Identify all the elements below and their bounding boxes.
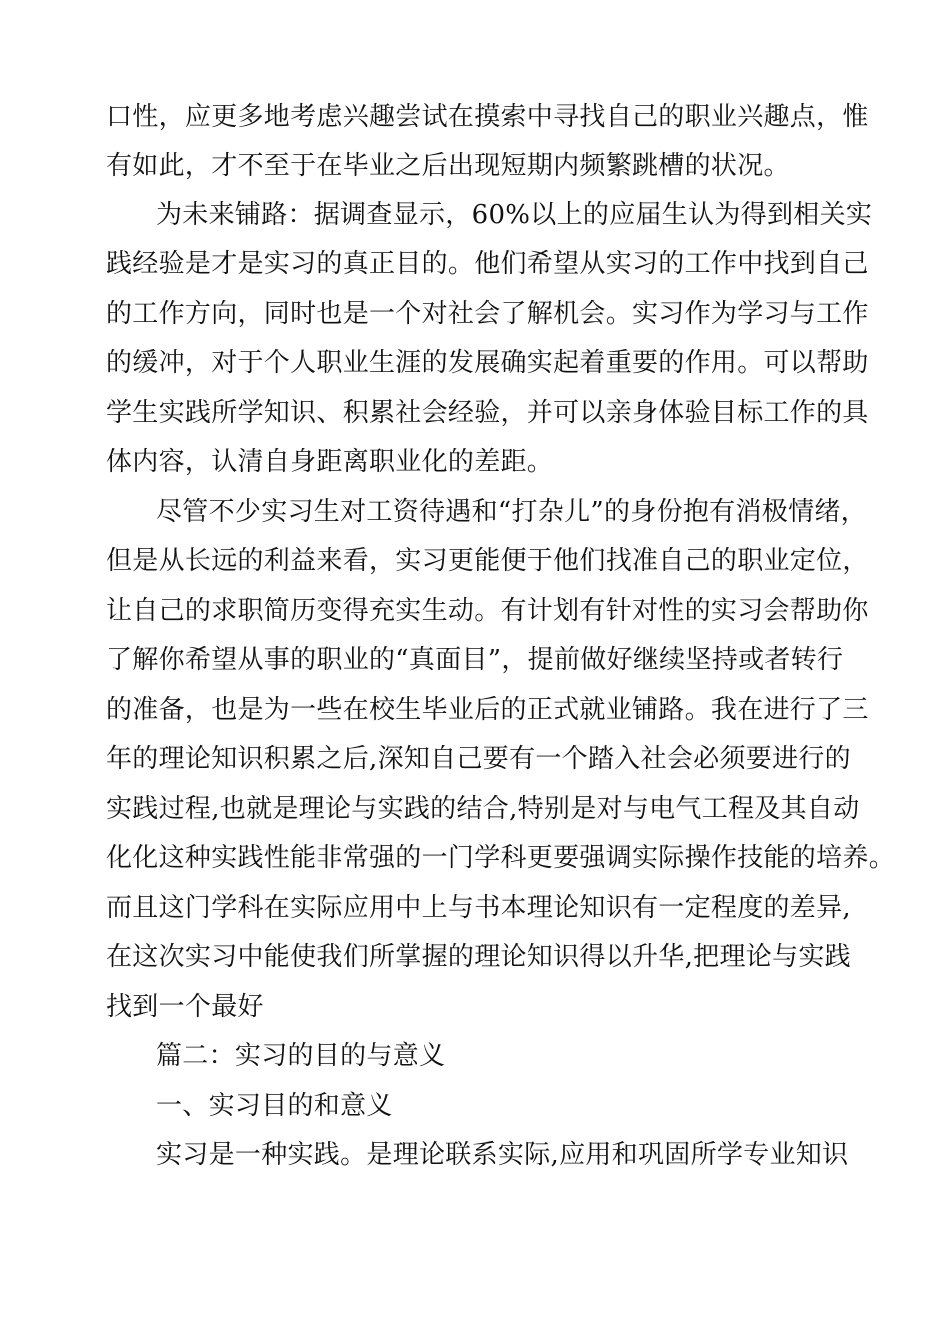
text-line: 化化这种实践性能非常强的一门学科更要强调实际操作技能的培养。 xyxy=(106,843,896,873)
text-line: 了解你希望从事的职业的“真面目”，提前做好继续坚持或者转行 xyxy=(106,645,844,675)
text-line: 的缓冲，对于个人职业生涯的发展确实起着重要的作用。可以帮助 xyxy=(106,348,869,378)
text-line: 年的理论知识积累之后,深知自己要有一个踏入社会必须要进行的 xyxy=(106,744,851,774)
paragraph-start-line: 尽管不少实习生对工资待遇和“打杂儿”的身份抱有消极情绪， xyxy=(156,497,867,527)
text-line: 而且这门学科在实际应用中上与书本理论知识有一定程度的差异, xyxy=(106,893,851,923)
text-line: 践经验是才是实习的真正目的。他们希望从实习的工作中找到自己 xyxy=(106,249,869,279)
text-line: 实践过程,也就是理论与实践的结合,特别是对与电气工程及其自动 xyxy=(106,794,860,824)
text-line: 的准备，也是为一些在校生毕业后的正式就业铺路。我在进行了三 xyxy=(106,695,869,725)
text-line: 的工作方向，同时也是一个对社会了解机会。实习作为学习与工作 xyxy=(106,299,869,329)
text-line: 让自己的求职简历变得充实生动。有计划有针对性的实习会帮助你 xyxy=(106,596,869,626)
text-line: 体内容，认清自身距离职业化的差距。 xyxy=(106,447,554,477)
text-line: 口性，应更多地考虑兴趣尝试在摸索中寻找自己的职业兴趣点，惟 xyxy=(106,102,869,132)
text-line: 但是从长远的利益来看，实习更能便于他们找准自己的职业定位， xyxy=(106,546,869,576)
section-heading: 篇二：实习的目的与意义 xyxy=(156,1041,446,1071)
text-line: 在这次实习中能使我们所掌握的理论知识得以升华,把理论与实践 xyxy=(106,942,851,972)
paragraph-start-line: 为未来铺路：据调查显示，60%以上的应届生认为得到相关实 xyxy=(156,200,873,230)
text-line: 有如此，才不至于在毕业之后出现短期内频繁跳槽的状况。 xyxy=(106,151,790,181)
text-line: 找到一个最好 xyxy=(106,992,264,1022)
text-line: 学生实践所学知识、积累社会经验，并可以亲身体验目标工作的具 xyxy=(106,398,869,428)
paragraph-start-line: 实习是一种实践。是理论联系实际,应用和巩固所学专业知识 xyxy=(156,1140,849,1170)
subsection-heading: 一、实习目的和意义 xyxy=(156,1091,393,1121)
